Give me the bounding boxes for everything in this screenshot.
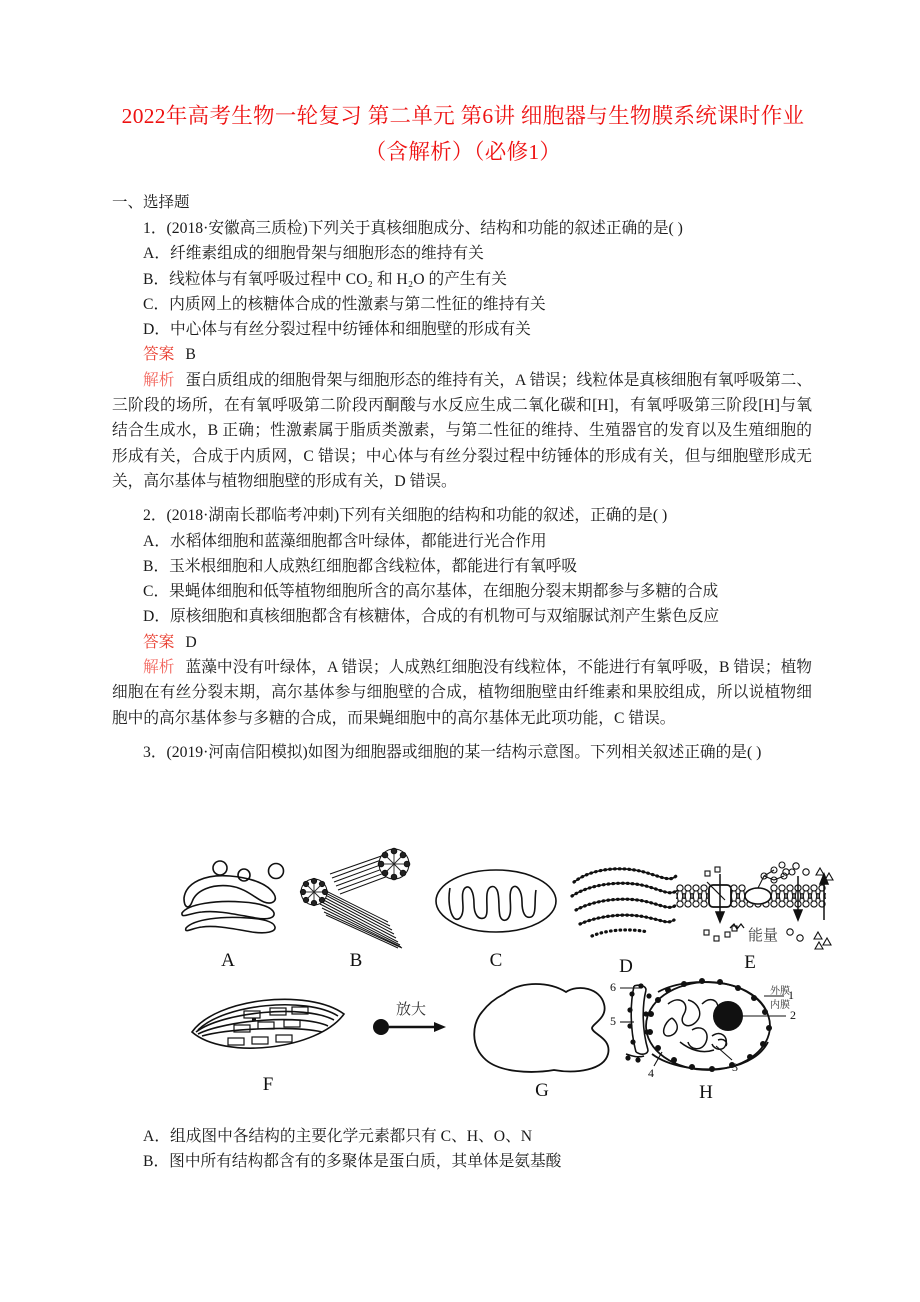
nucleus-number-5: 5 <box>610 1014 616 1028</box>
figure-item-g <box>466 980 616 1101</box>
answer-value-1: B <box>185 346 196 364</box>
question-stem-2: 2．(2018·湖南长郡临考冲刺)下列有关细胞的结构和功能的叙述，正确的是( ) <box>143 507 668 525</box>
glycoprotein-icon <box>745 888 771 904</box>
question-2-answer-row <box>112 630 812 655</box>
magnify-label: 放大 <box>396 1002 427 1018</box>
figure-label-d: D <box>619 956 633 977</box>
question-2-option-c: C．果蝇体细胞和低等植物细胞所含的高尔基体，在细胞分裂末期都参与多糖的合成 <box>143 583 719 601</box>
page-title: 2022年高考生物一轮复习 第二单元 第6讲 细胞器与生物膜系统课时作业（含解析）（必修1） <box>121 104 805 164</box>
figure-item-b <box>298 852 418 971</box>
nucleus-number-1: 1 <box>788 988 794 1002</box>
question-1-option-b: B．线粒体与有氧呼吸过程中 CO₂ 和 H₂O 的产生有关 <box>143 270 507 288</box>
question-1-option-d: D．中心体与有丝分裂过程中纺锤体和细胞壁的形成有关 <box>143 321 531 339</box>
document-body <box>112 190 812 765</box>
figure-item-e <box>678 854 830 973</box>
energy-label: 能量 <box>748 928 779 944</box>
question-3-option-b: B．图中所有结构都含有的多聚体是蛋白质，其单体是氨基酸 <box>143 1153 562 1171</box>
question-1-option-a: A．纤维素组成的细胞骨架与细胞形态的维持有关 <box>143 245 484 263</box>
figure-label-a: A <box>221 950 235 971</box>
question-gap <box>112 731 812 740</box>
analysis-text-1: 蛋白质组成的细胞骨架与细胞形态的维持有关，A 错误；线粒体是真核细胞有氧呼吸第二、三阶段的场所，在有氧呼吸第二阶段丙酮酸与水反应生成二氧化碳和[H]，有氧呼吸第三阶段[H]与氧结合生成水，B 正确；性激素属于脂质类激素，与第二性征的维持、生殖器官的发育以及生殖细胞的形成有关，合成于内质网，C 错误；中心体与有丝分裂过程中纺锤体的形成有关，但与细胞壁形成无关，高尔基体与植物细胞壁的形成有关，D 错误。 <box>112 371 813 490</box>
magnify-arrow-group <box>372 1004 452 1044</box>
nucleus-number-6: 6 <box>610 980 616 994</box>
question-stem-1: 1．(2018·安徽高三质检)下列关于真核细胞成分、结构和功能的叙述正确的是( ) <box>143 220 683 237</box>
question-3-options <box>112 1124 812 1175</box>
question-3-option-a: A．组成图中各结构的主要化学元素都只有 C、H、O、N <box>143 1128 533 1145</box>
figure-label-g: G <box>535 1080 549 1101</box>
answer-label-1: 答案 <box>143 346 175 364</box>
mitochondrion-icon <box>434 866 558 940</box>
question-1-analysis-row <box>112 368 812 494</box>
figure-item-a <box>172 858 292 971</box>
centriole-icon <box>298 852 418 948</box>
question-2-option-a: A．水稻体细胞和蓝藻细胞都含叶绿体，都能进行光合作用 <box>143 532 547 550</box>
nucleus-number-3: 3 <box>732 1060 738 1074</box>
nucleus-number-2: 2 <box>790 1008 796 1022</box>
analysis-label-1: 解析 <box>143 371 175 389</box>
enlarged-structure-icon <box>466 980 616 1076</box>
figure-item-f <box>188 988 348 1095</box>
section-heading: 一、选择题 <box>112 194 190 211</box>
figure-item-h <box>606 974 806 1103</box>
rough-er-icon <box>566 860 684 946</box>
figure-item-c <box>434 866 558 971</box>
figure-label-c: C <box>489 950 503 971</box>
question-2-option-b: B．玉米根细胞和人成熟红细胞都含线粒体，都能进行有氧呼吸 <box>143 557 578 575</box>
chloroplast-icon <box>188 988 348 1066</box>
figure-label-h: H <box>699 1082 713 1103</box>
question-gap <box>112 494 812 503</box>
question-1-answer-row <box>112 342 812 367</box>
analysis-text-2: 蓝藻中没有叶绿体，A 错误；人成熟红细胞没有线粒体，不能进行有氧呼吸，B 错误；植物细胞在有丝分裂末期，高尔基体参与细胞壁的合成，植物细胞壁由纤维素和果胶组成，所以说植物细胞中的高尔基体参与多糖的合成，而果蝇细胞中的高尔基体无此项功能，C 错误。 <box>112 659 812 727</box>
question-2-analysis-row <box>112 655 812 731</box>
nucleus-number-4: 4 <box>648 1066 654 1080</box>
golgi-apparatus-icon <box>172 858 292 946</box>
figure-label-f: F <box>262 1074 274 1095</box>
question-stem-3: 3．(2019·河南信阳模拟)如图为细胞器或细胞的某一结构示意图。下列相关叙述正确的是( ) <box>143 743 762 761</box>
answer-label-2: 答案 <box>143 633 175 651</box>
analysis-label-2: 解析 <box>143 659 175 677</box>
inner-membrane-label: 内膜 <box>770 1000 790 1011</box>
question-2-option-d: D．原核细胞和真核细胞都含有核糖体，合成的有机物可与双缩脲试剂产生紫色反应 <box>143 608 720 626</box>
answer-value-2: D <box>185 633 197 651</box>
figure-item-d <box>566 860 684 977</box>
outer-membrane-label: 外膜 <box>770 986 790 997</box>
figure-label-b: B <box>349 950 363 971</box>
question-1-option-c: C．内质网上的核糖体合成的性激素与第二性征的维持有关 <box>143 295 546 313</box>
organelle-diagram-figure <box>150 852 830 1124</box>
figure-label-e: E <box>744 952 756 973</box>
